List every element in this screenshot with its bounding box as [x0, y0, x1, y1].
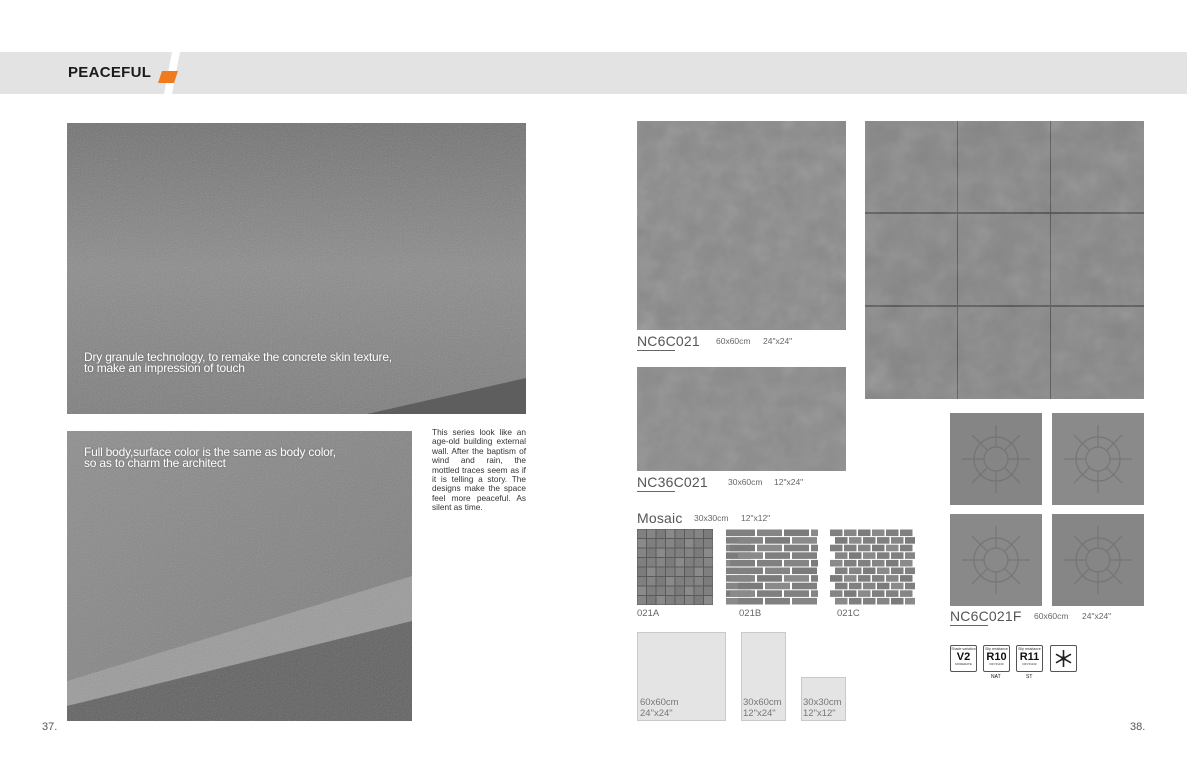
photo1-caption-line2: to make an impression of touch [84, 361, 245, 375]
product3-underline [950, 625, 988, 626]
slip-r11-caption: Slip resistance [1018, 647, 1041, 651]
swatch-30x60-metric: 30x60cm [743, 697, 782, 708]
product2-underline [637, 491, 675, 492]
slip-r11-label: ST [1026, 674, 1033, 680]
decor-tile-3-image [950, 514, 1042, 606]
mosaic-021a-image [637, 529, 713, 605]
slip-r10-standard: DIN 51130 [989, 662, 1004, 666]
product1-underline [637, 350, 675, 351]
decor-tile-1-image [950, 413, 1042, 505]
series-description: This series look like an age-old building external wall. After the baptism of wind and rain, the mottled traces seem as if it is telling a story. The designs make the space feel more peaceful. As silent as time. [432, 427, 526, 513]
mosaic-size-metric: 30x30cm [694, 513, 729, 523]
nc36c021-tile-image [637, 367, 846, 471]
slip-r11-value: R11 [1019, 651, 1040, 663]
product3-size-imperial: 24"x24" [1082, 611, 1112, 621]
decor-tile-2-image [1052, 413, 1144, 505]
swatch-30x60-imperial: 12"x24" [743, 708, 776, 719]
swatch-60x60-imperial: 24"x24" [640, 708, 673, 719]
frost-resistant-icon [1050, 645, 1077, 672]
mosaic-021c-label: 021C [837, 608, 860, 619]
product3-code: NC6C021F [950, 608, 1022, 624]
decor-tile-4-image [1052, 514, 1144, 606]
slip-r10-badge [983, 645, 1010, 672]
shade-variation-badge [950, 645, 977, 672]
tile-layout-grid-image [865, 121, 1144, 399]
product2-size-metric: 30x60cm [728, 477, 763, 487]
slip-r11-badge [1016, 645, 1043, 672]
brand-slash-icon [150, 52, 190, 94]
nc6c021-tile-image [637, 121, 846, 330]
mosaic-021b-label: 021B [739, 608, 762, 619]
series-title: PEACEFUL [68, 64, 152, 81]
mosaic-021c-image [830, 529, 915, 605]
product1-size-imperial: 24"x24" [763, 336, 793, 346]
photo1-caption-line1: Dry granule technology, to remake the concrete skin texture, [84, 350, 392, 364]
swatch-30x30-metric: 30x30cm [803, 697, 842, 708]
page-number-right: 38. [1130, 721, 1146, 733]
shade-variation-level: MODERATE [955, 662, 972, 666]
slip-r10-value: R10 [986, 651, 1007, 663]
photo2-caption-line1: Full body,surface color is the same as body color, [84, 445, 336, 459]
mosaic-021a-label: 021A [637, 608, 660, 619]
product1-code: NC6C021 [637, 333, 700, 349]
swatch-60x60-metric: 60x60cm [640, 697, 679, 708]
mosaic-size-imperial: 12"x12" [741, 513, 771, 523]
mosaic-021b-image [726, 529, 818, 605]
slip-r10-label: NAT [991, 674, 1001, 680]
product3-size-metric: 60x60cm [1034, 611, 1069, 621]
full-body-edge-photo [67, 431, 412, 721]
mosaic-title: Mosaic [637, 510, 683, 526]
swatch-30x30-imperial: 12"x12" [803, 708, 836, 719]
shade-variation-caption: Shade variation [951, 647, 976, 651]
slip-r10-caption: Slip resistance [985, 647, 1008, 651]
shade-variation-value: V2 [956, 651, 971, 663]
product2-code: NC36C021 [637, 474, 708, 490]
slip-r11-standard: DIN 51130 [1022, 662, 1037, 666]
product2-size-imperial: 12"x24" [774, 477, 804, 487]
page-number-left: 37. [42, 721, 58, 733]
product1-size-metric: 60x60cm [716, 336, 751, 346]
photo2-caption-line2: so as to charm the architect [84, 456, 226, 470]
